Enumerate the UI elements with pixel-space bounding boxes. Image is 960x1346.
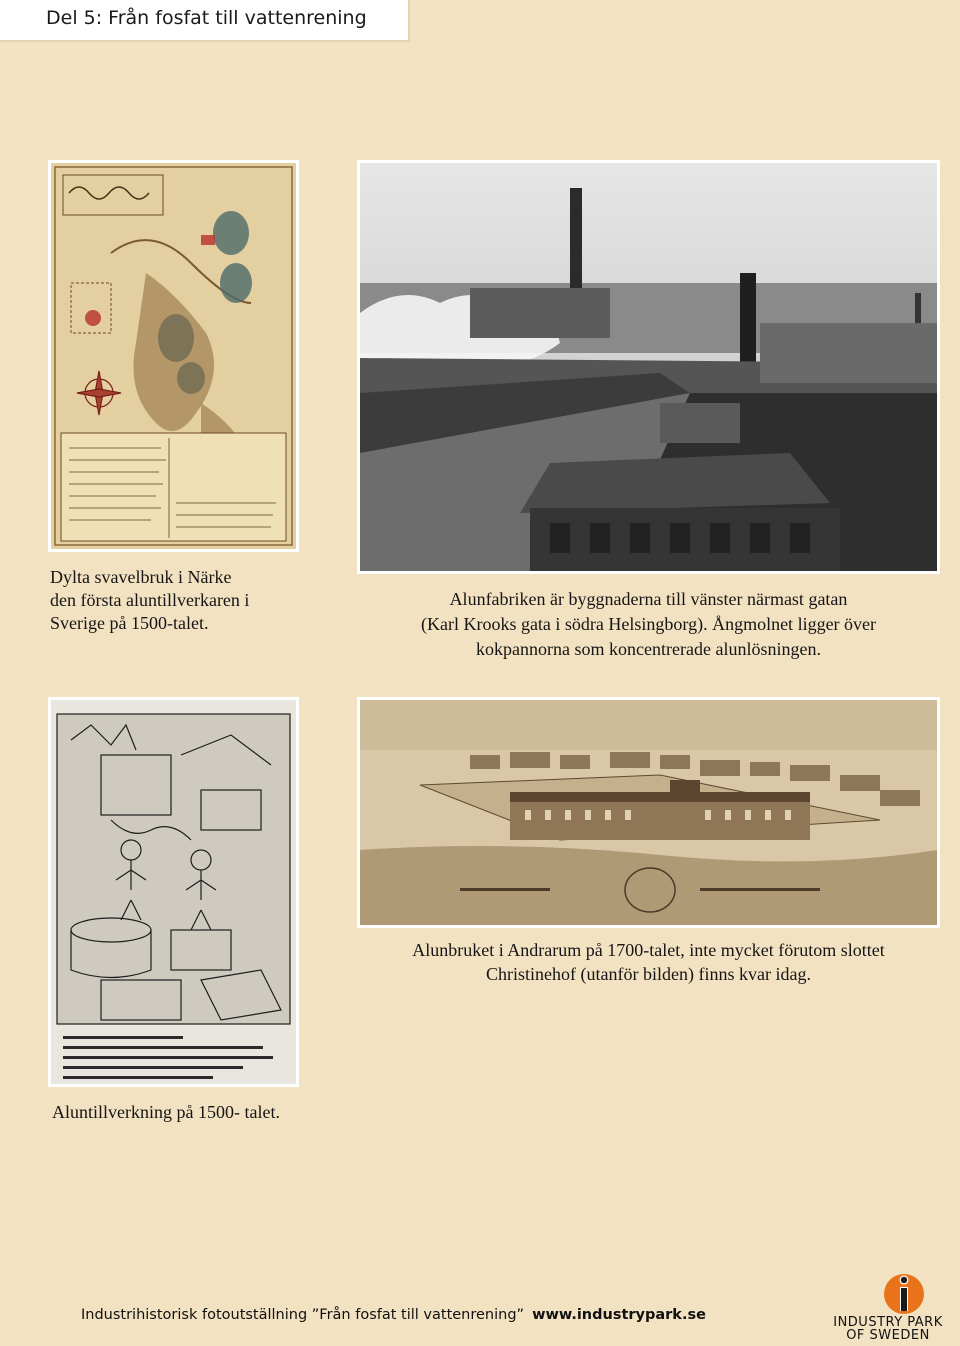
map-caption: Dylta svavelbruk i Närke den första aluntillverkaren i Sverige på 1500-talet.	[50, 567, 250, 633]
footer	[81, 1307, 706, 1323]
engraving-caption: Alunbruket i Andrarum på 1700-talet, inte mycket förutom slottet Christinehof (utanför bilden) finns kvar idag.	[412, 940, 885, 984]
industry-park-logo-icon	[818, 1272, 958, 1316]
footer-url[interactable]: www.industrypark.se	[532, 1307, 706, 1323]
old-map-image	[48, 160, 299, 552]
factory-photo-image	[357, 160, 940, 574]
woodcut-caption: Aluntillverkning på 1500- talet.	[52, 1102, 280, 1122]
exhibition-text: Industrihistorisk fotoutställning ”Från fosfat till vattenrening”	[81, 1307, 525, 1323]
logo-line-2: OF SWEDEN	[846, 1328, 930, 1343]
factory-caption: Alunfabriken är byggnaderna till vänster närmast gatan (Karl Krooks gata i södra Helsingborg). Ångmolnet ligger över kokpannorna som koncentrerade alunlösningen.	[420, 589, 877, 659]
woodcut-image	[48, 697, 299, 1087]
page-title: Del 5: Från fosfat till vattenrening	[46, 7, 367, 29]
title-bar	[0, 0, 410, 42]
industry-park-logo	[818, 1272, 958, 1344]
logo-line-1: INDUSTRY PARK	[833, 1315, 943, 1330]
engraving-image	[357, 697, 940, 928]
